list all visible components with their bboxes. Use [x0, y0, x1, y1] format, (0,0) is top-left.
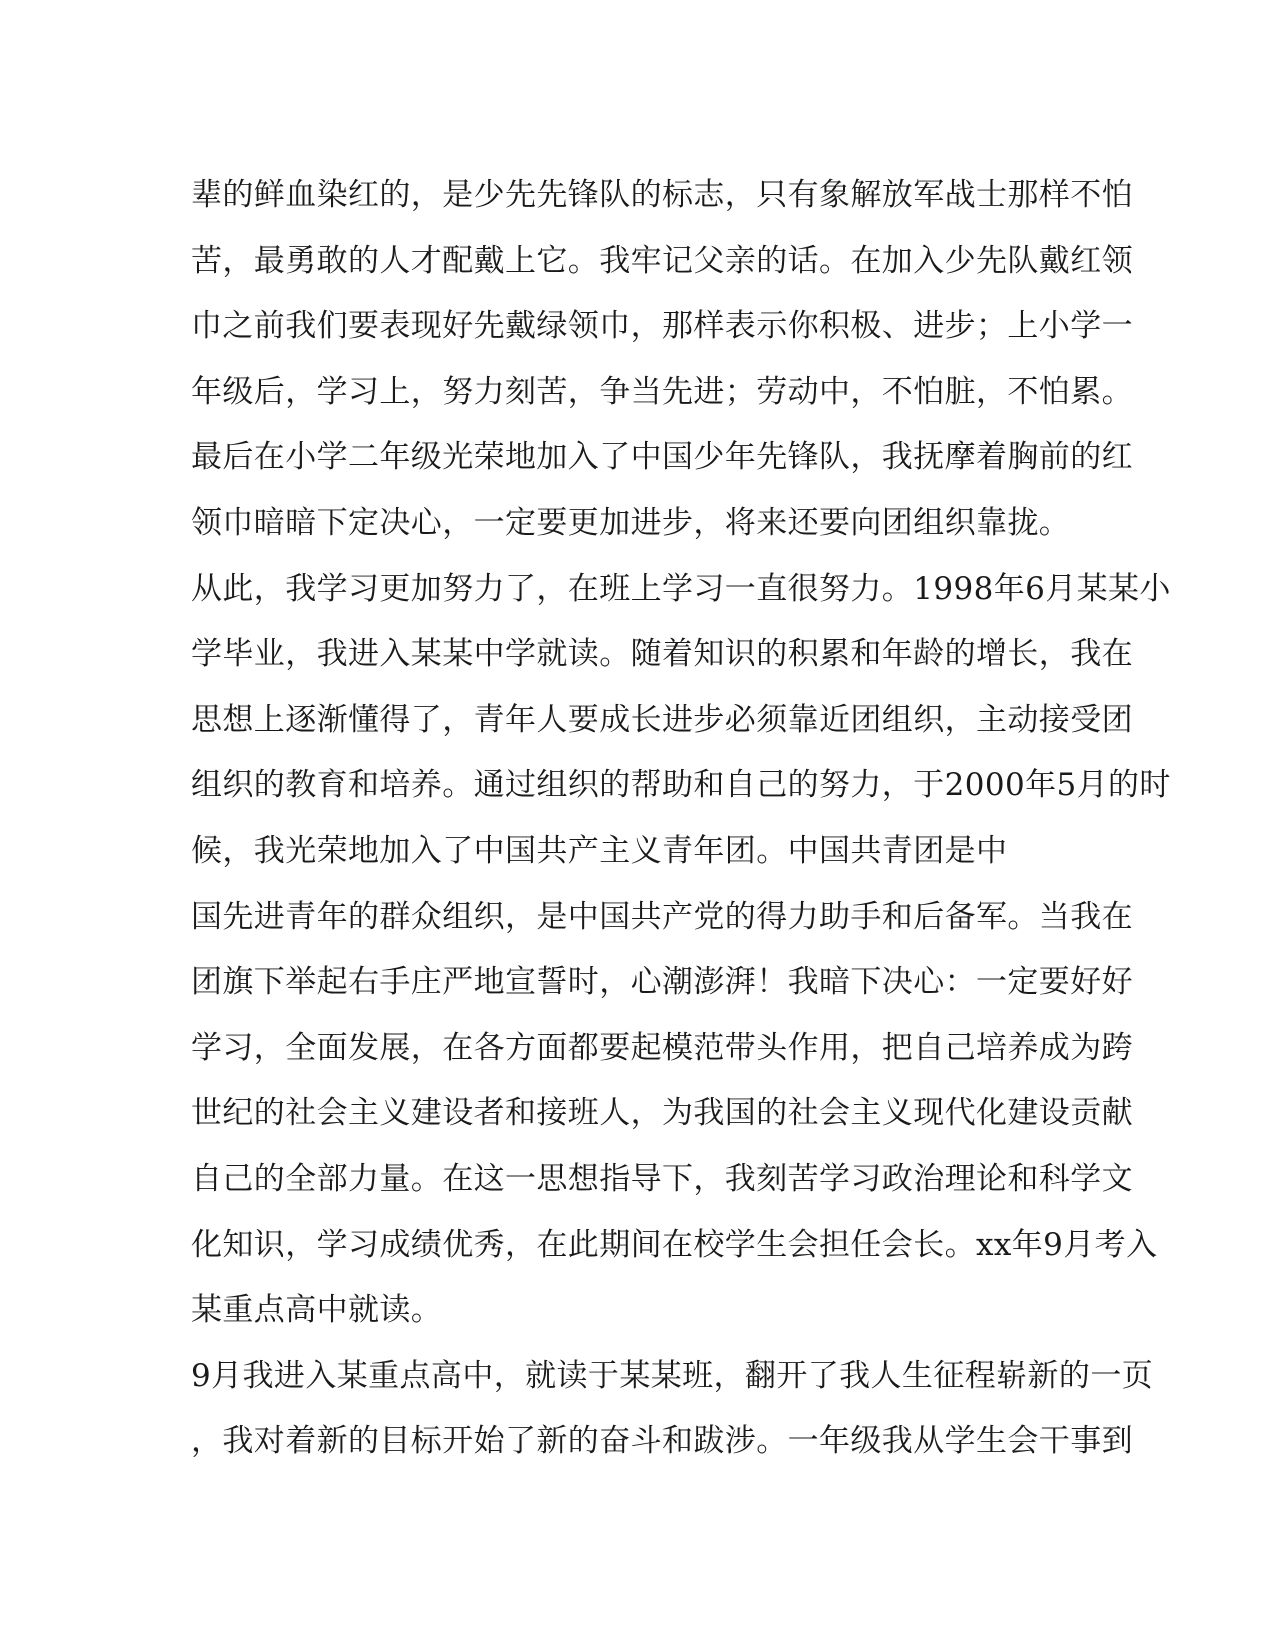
- text-line: 世纪的社会主义建设者和接班人，为我国的社会主义现代化建设贡献: [191, 1095, 1133, 1132]
- text-line: 组织的教育和培养。通过组织的帮助和自己的努力，于2000年5月的时: [191, 767, 1171, 804]
- text-line: 从此，我学习更加努力了，在班上学习一直很努力。1998年6月某某小: [191, 570, 1171, 607]
- text-line: 学习，全面发展，在各方面都要起模范带头作用，把自己培养成为跨: [191, 1029, 1133, 1066]
- text-line: 苦，最勇敢的人才配戴上它。我牢记父亲的话。在加入少先队戴红领: [191, 242, 1133, 279]
- text-line: 辈的鲜血染红的，是少先先锋队的标志，只有象解放军战士那样不怕: [191, 177, 1133, 213]
- body-text: [191, 163, 1171, 1475]
- text-line: 最后在小学二年级光荣地加入了中国少年先锋队，我抚摩着胸前的红: [191, 439, 1133, 476]
- text-line: 团旗下举起右手庄严地宣誓时，心潮澎湃！我暗下决心：一定要好好: [191, 964, 1133, 1001]
- text-line: 思想上逐渐懂得了，青年人要成长进步必须靠近团组织，主动接受团: [191, 701, 1133, 738]
- text-line: 学毕业，我进入某某中学就读。随着知识的积累和年龄的增长，我在: [191, 636, 1133, 673]
- text-line: 年级后，学习上，努力刻苦，争当先进；劳动中，不怕脏，不怕累。: [191, 373, 1133, 410]
- text-line: 领巾暗暗下定决心，一定要更加进步，将来还要向团组织靠拢。: [191, 504, 1071, 541]
- text-line: 国先进青年的群众组织，是中国共产党的得力助手和后备军。当我在: [191, 898, 1133, 935]
- text-line: ，我对着新的目标开始了新的奋斗和跋涉。一年级我从学生会干事到: [191, 1423, 1133, 1460]
- text-line: 巾之前我们要表现好先戴绿领巾，那样表示你积极、进步；上小学一: [191, 308, 1133, 345]
- text-line: 某重点高中就读。: [191, 1292, 443, 1329]
- text-line: 9月我进入某重点高中，就读于某某班，翻开了我人生征程崭新的一页: [191, 1357, 1154, 1394]
- text-line: 化知识，学习成绩优秀，在此期间在校学生会担任会长。xx年9月考入: [191, 1226, 1158, 1263]
- text-line: 候，我光荣地加入了中国共产主义青年团。中国共青团是中: [191, 832, 1008, 869]
- text-line: 自己的全部力量。在这一思想指导下，我刻苦学习政治理论和科学文: [191, 1160, 1133, 1197]
